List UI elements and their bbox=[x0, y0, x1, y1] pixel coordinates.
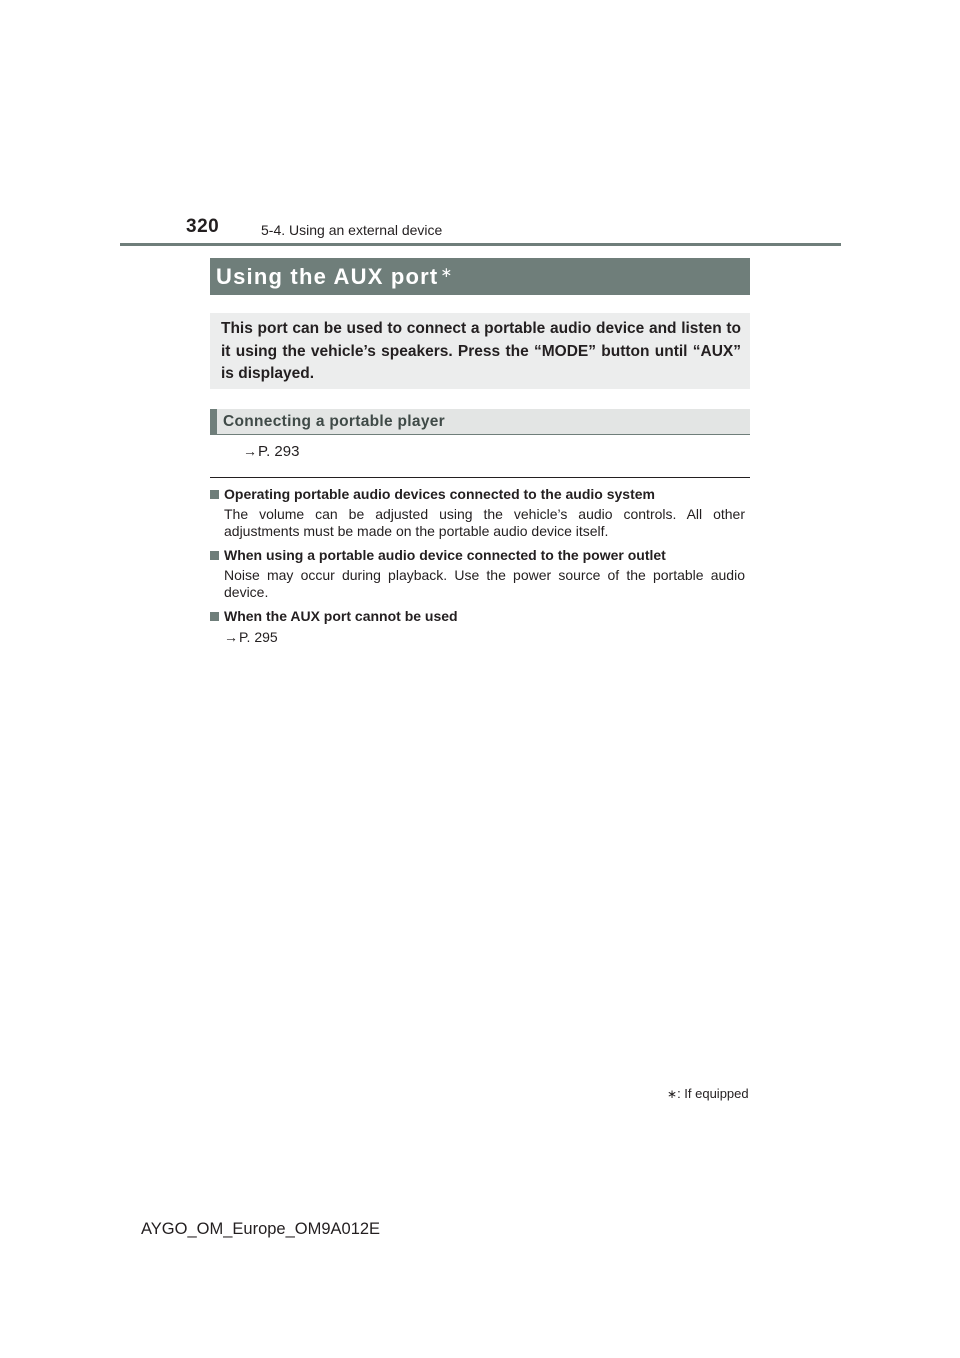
square-bullet-icon bbox=[210, 490, 219, 499]
footnote-text: : If equipped bbox=[677, 1086, 749, 1101]
note-heading bbox=[210, 547, 666, 563]
note-body: The volume can be adjusted using the vehicle’s audio controls. All other adjustments must be made on the portable audio device itself. bbox=[224, 506, 745, 539]
note-heading-text: Operating portable audio devices connected to the audio system bbox=[224, 486, 655, 502]
page-reference-link[interactable]: P. 295 bbox=[239, 629, 278, 645]
page-reference-link[interactable]: P. 293 bbox=[258, 443, 300, 460]
note-heading-text: When using a portable audio device connected to the power outlet bbox=[224, 547, 666, 563]
page-title: Using the AUX port bbox=[216, 263, 439, 289]
note-heading bbox=[210, 608, 458, 624]
footnote bbox=[667, 1086, 749, 1101]
intro-box: This port can be used to connect a portable audio device and listen to it using the vehicle’s speakers. Press the “MODE” button until “AUX” is displayed. bbox=[210, 313, 750, 389]
note-heading-text: When the AUX port cannot be used bbox=[224, 608, 458, 624]
footnote-mark: ∗ bbox=[667, 1087, 678, 1101]
page-number: 320 bbox=[186, 216, 220, 237]
arrow-icon: → bbox=[224, 629, 238, 645]
square-bullet-icon bbox=[210, 612, 219, 621]
section-header: 5-4. Using an external device bbox=[261, 222, 443, 238]
subsection-title: Connecting a portable player bbox=[223, 412, 445, 430]
footer-code: AYGO_OM_Europe_OM9A012E bbox=[141, 1220, 381, 1238]
note-reference[interactable] bbox=[224, 629, 278, 645]
section-rule bbox=[210, 477, 750, 478]
note-heading bbox=[210, 486, 655, 502]
arrow-icon: → bbox=[243, 443, 257, 459]
header-rule bbox=[120, 243, 841, 246]
title-bar bbox=[210, 258, 750, 295]
square-bullet-icon bbox=[210, 551, 219, 560]
subsection-reference[interactable] bbox=[243, 443, 299, 460]
subsection-bar bbox=[210, 409, 750, 435]
if-equipped-mark: ∗ bbox=[440, 264, 453, 280]
note-body: Noise may occur during playback. Use the power source of the portable audio device. bbox=[224, 567, 745, 600]
